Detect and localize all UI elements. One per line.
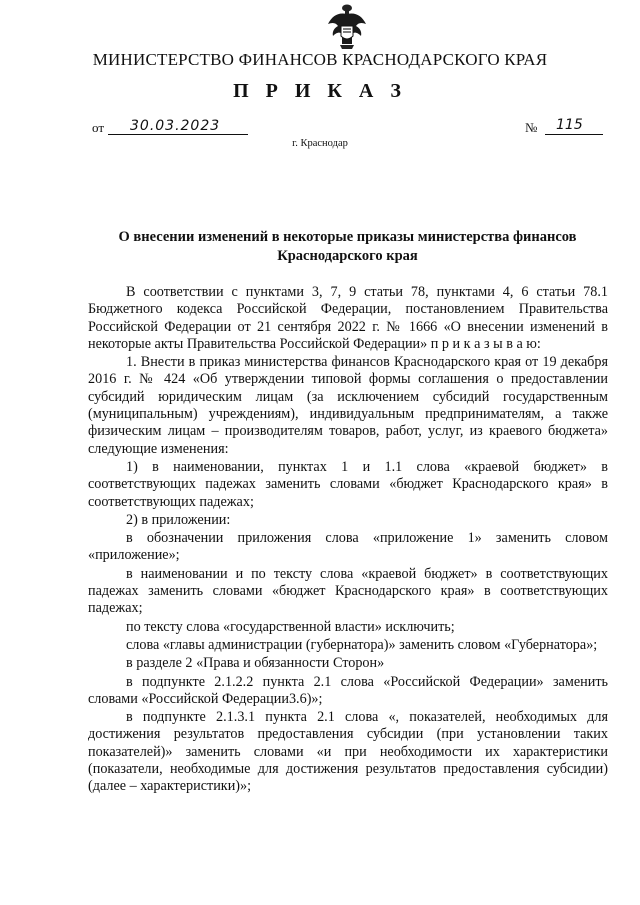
paragraph: 1) в наименовании, пунктах 1 и 1.1 слова «краевой бюджет» в соответствующих падежах заменить словами «бюджет Краснодарского края» в соответствующих падежах; <box>88 458 608 510</box>
city: г. Краснодар <box>292 138 348 149</box>
coat-of-arms-icon <box>326 4 368 50</box>
document-title: О внесении изменений в некоторые приказы министерства финансов Краснодарского края <box>118 229 577 264</box>
date-handwritten: 30.03.2023 <box>130 118 221 134</box>
paragraph: в разделе 2 «Права и обязанности Сторон» <box>126 655 385 672</box>
paragraph: В соответствии с пунктами 3, 7, 9 статьи 78, пунктами 4, 6 статьи 78.1 Бюджетного кодекса Российской Федерации, постановлением Правительства Российской Федерации от 21 сентября 2022 г. № 1666 «О внесении изменений в некоторые акты Правительства Российской Федерации» п р и к а з ы в а ю: <box>88 284 608 352</box>
number-handwritten: 115 <box>556 117 583 133</box>
date-label: от <box>92 120 105 135</box>
paragraph: по тексту слова «государственной власти» исключить; <box>126 618 455 635</box>
paragraph: 1. Внести в приказ министерства финансов Краснодарского края от 19 декабря 2016 г. № 424 «Об утверждении типовой формы соглашения о предоставлении субсидий юридическим лицам (за исключением субсидий государственным (муниципальным) учреждениям), индивидуальным предпринимателям, а также физическим лицам – производителям товаров, работ, услуг, из краевого бюджета» следующие изменения: <box>88 354 608 457</box>
number-label: № <box>525 120 538 135</box>
paragraph: в обозначении приложения слова «приложение 1» заменить словом «приложение»; <box>88 530 608 564</box>
document-type: П Р И К А З <box>233 80 407 102</box>
paragraph: в наименовании и по тексту слова «краевой бюджет» в соответствующих падежах заменить словами «бюджет Краснодарского края» в соответствующих падежах; <box>88 565 608 617</box>
date-underline <box>108 134 248 135</box>
paragraph: слова «главы администрации (губернатора)» заменить словом «Губернатора»; <box>126 636 598 653</box>
ministry-name: МИНИСТЕРСТВО ФИНАНСОВ КРАСНОДАРСКОГО КРАЯ <box>92 50 548 69</box>
document-body <box>88 284 608 796</box>
number-underline <box>545 134 603 135</box>
paragraph: в подпункте 2.1.3.1 пункта 2.1 слова «, показателей, необходимых для достижения результатов предоставления субсидии (при установлении таких показателей)» заменить словами «и при необходимости их характеристики (показатели, необходимые для достижения результатов предоставления субсидии) (далее – характеристики)»; <box>88 709 608 795</box>
paragraph: 2) в приложении: <box>126 511 231 528</box>
paragraph: в подпункте 2.1.2.2 пункта 2.1 слова «Российской Федерации» заменить словами «Российской Федерации3.6)»; <box>88 673 608 707</box>
